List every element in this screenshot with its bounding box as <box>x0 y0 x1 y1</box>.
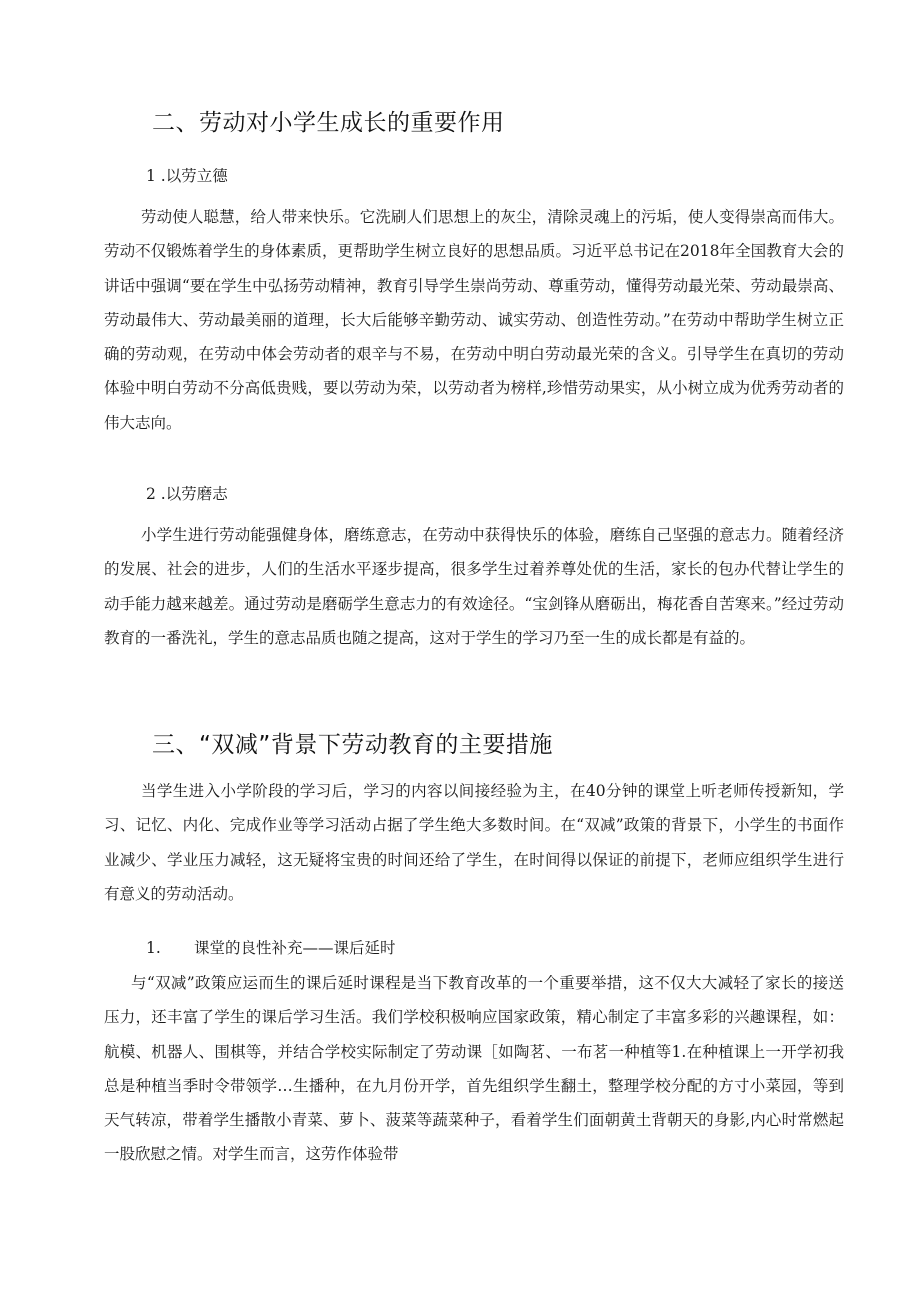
subsection-2-2-heading: 2 .以劳磨志 <box>146 485 228 503</box>
subsection-3-1-number: 1. <box>146 939 161 957</box>
section-2-heading: 二、劳动对小学生成长的重要作用 <box>152 110 505 136</box>
subsection-3-1-heading <box>146 936 396 958</box>
section-3-heading: 三、“双减”背景下劳动教育的主要措施 <box>152 732 553 758</box>
subsection-3-1-body: 与“双减”政策应运而生的课后延时课程是当下教育改革的一个重要举措，这不仅大大减轻了家长的接送压力，还丰富了学生的课后学习生活。我们学校积极响应国家政策，精心制定了丰富多彩的兴趣课程，如：航模、机器人、围棋等，并结合学校实际制定了劳动课［如陶茗、一布茗一种植等1.在种植课上一开学初我总是种植当季时令带领学…生播种，在九月份开学，首先组织学生翻土，整理学校分配的方寸小菜园，等到天气转凉，带着学生播散小青菜、萝卜、菠菜等蔬菜种子，看着学生们面朝黄土背朝天的身影,内心时常燃起一股欣慰之情。对学生而言，这劳作体验带 <box>104 974 844 1164</box>
subsection-2-1-body: 劳动使人聪慧，给人带来快乐。它洗刷人们思想上的灰尘，清除灵魂上的污垢，使人变得崇高而伟大。劳动不仅锻炼着学生的身体素质，更帮助学生树立良好的思想品质。习近平总书记在2018年全国教育大会的讲话中强调“要在学生中弘扬劳动精神，教育引导学生崇尚劳动、尊重劳动，懂得劳动最光荣、劳动最崇高、劳动最伟大、劳动最美丽的道理，长大后能够辛勤劳动、诚实劳动、创造性劳动。”在劳动中帮助学生树立正确的劳动观，在劳动中体会劳动者的艰辛与不易，在劳动中明白劳动最光荣的含义。引导学生在真切的劳动体验中明白劳动不分高低贵贱，要以劳动为荣，以劳动者为榜样,珍惜劳动果实，从小树立成为优秀劳动者的伟大志向。 <box>104 208 844 432</box>
subsection-2-1-heading: 1 .以劳立德 <box>146 167 228 185</box>
subsection-2-2-body: 小学生进行劳动能强健身体，磨练意志，在劳动中获得快乐的体验，磨练自己坚强的意志力。随着经济的发展、社会的进步，人们的生活水平逐步提高，很多学生过着养尊处优的生活，家长的包办代替让学生的动手能力越来越差。通过劳动是磨砺学生意志力的有效途径。“宝剑锋从磨砺出，梅花香自苦寒来。”经过劳动教育的一番洗礼，学生的意志品质也随之提高，这对于学生的学习乃至一生的成长都是有益的。 <box>104 526 844 647</box>
subsection-3-1-title: 课堂的良性补充——课后延时 <box>194 939 396 957</box>
section-3-intro: 当学生进入小学阶段的学习后，学习的内容以间接经验为主，在40分钟的课堂上听老师传授新知，学习、记忆、内化、完成作业等学习活动占据了学生绝大多数时间。在“双减”政策的背景下，小学生的书面作业减少、学业压力减轻，这无疑将宝贵的时间还给了学生，在时间得以保证的前提下，老师应组织学生进行有意义的劳动活动。 <box>104 782 844 903</box>
